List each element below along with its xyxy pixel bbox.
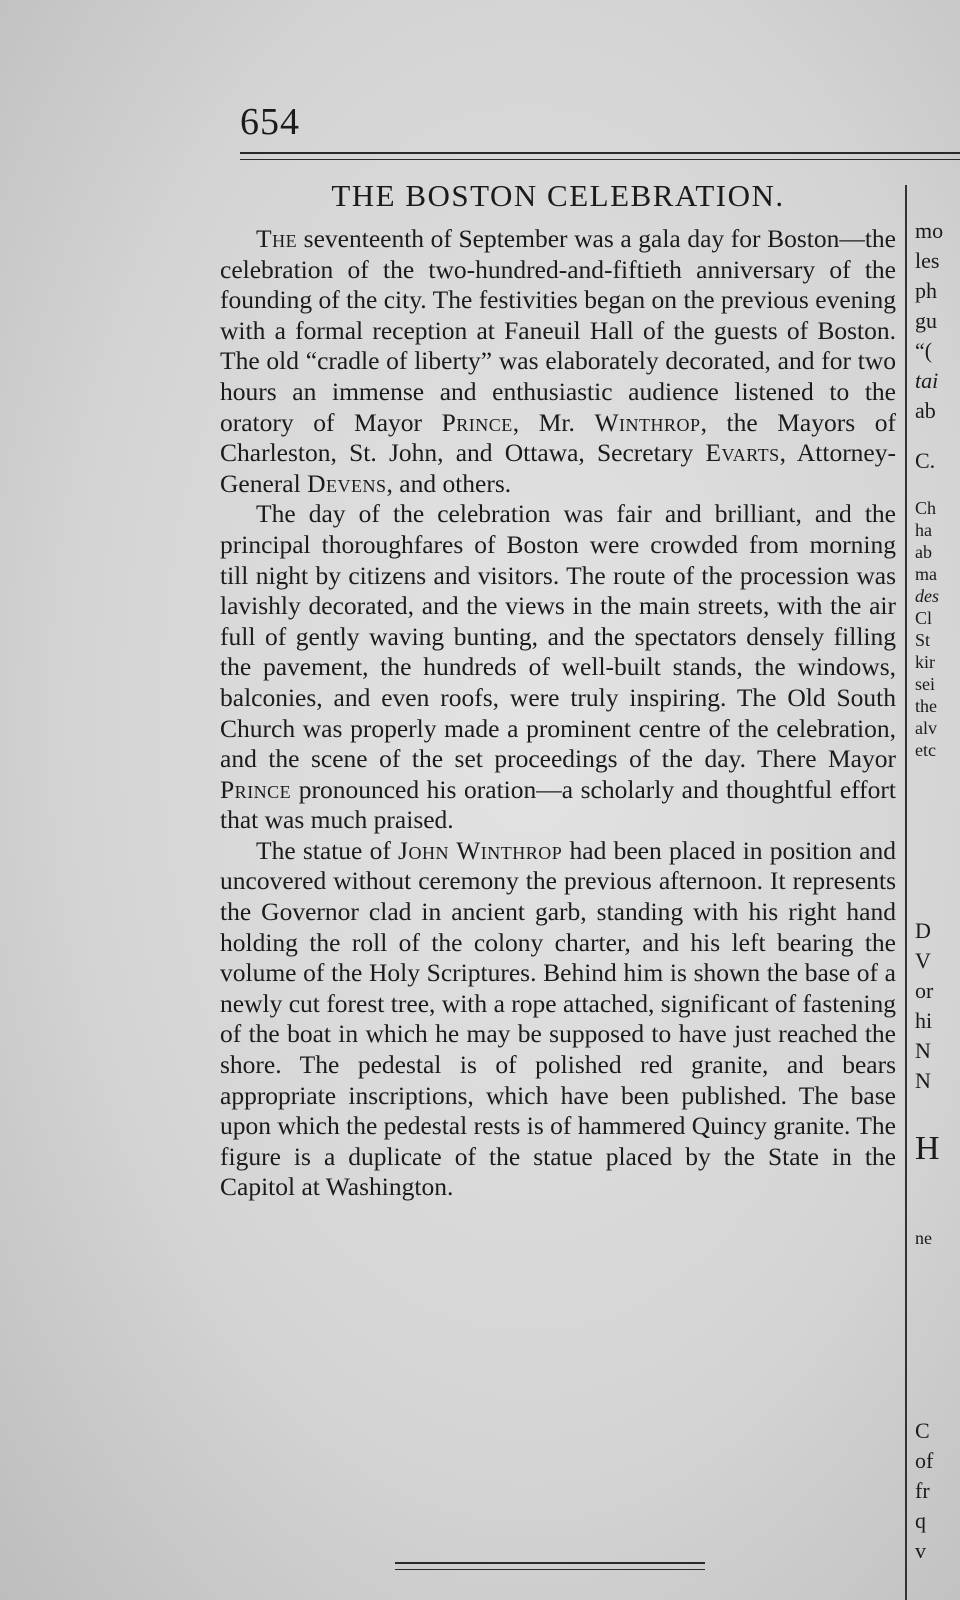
column-fragment: gu bbox=[915, 308, 937, 333]
column-fragment: N bbox=[915, 1038, 931, 1063]
column-fragment: ha bbox=[915, 520, 932, 540]
column-fragment: etc bbox=[915, 740, 936, 760]
name-prince: Prince bbox=[220, 774, 292, 804]
page-number: 654 bbox=[240, 101, 300, 143]
column-fragment: V bbox=[915, 948, 931, 973]
name-evarts: Evarts bbox=[705, 438, 780, 468]
paragraph-1: The seventeenth of September was a gala day for Boston—the celebration of the two-hundred-and-fiftieth anniversary of the founding of the city. The festivities began on the previous evening with a formal reception at Faneuil Hall of the guests of Boston. The old “cradle of liberty” was elaborately decorated, and for two hours an immense and enthusiastic audience listened to the oratory of Mayor Prince, Mr. Winthrop, the Mayors of Charleston, St. John, and Ottawa, Secretary Evarts, Attorney-General Devens, and others. bbox=[220, 224, 896, 498]
column-fragment: ph bbox=[915, 278, 937, 303]
column-fragment: v bbox=[915, 1538, 926, 1563]
column-fragment: or bbox=[915, 978, 934, 1003]
column-fragment: the bbox=[915, 696, 937, 716]
column-fragment: sei bbox=[915, 674, 935, 694]
footer-double-rule bbox=[395, 1562, 705, 1570]
column-fragment: Cl bbox=[915, 608, 933, 628]
paragraph-3: The statue of John Winthrop had been placed in position and uncovered without ceremony the previous afternoon. It represents the Governor clad in ancient garb, standing with his right hand holding the roll of the colony charter, and his left bearing the volume of the Holy Scriptures. Behind him is shown the base of a newly cut forest tree, with a rope attached, significant of fastening of the boat in which he may be supposed to have just reached the shore. The pedestal is of polished red granite, and bears appropriate inscriptions, which have been published. The base upon which the pedestal rests is of hammered Quincy granite. The figure is a duplicate of the statue placed by the State in the Capitol at Washington. bbox=[220, 835, 896, 1202]
column-fragment: D bbox=[915, 918, 931, 943]
column-fragment: Ch bbox=[915, 498, 937, 518]
column-fragment: “( bbox=[915, 338, 933, 363]
article bbox=[220, 178, 896, 1203]
column-fragment: mo bbox=[915, 218, 944, 243]
column-fragment: des bbox=[915, 586, 939, 606]
column-fragment: of bbox=[915, 1448, 934, 1473]
adjacent-column-clipped bbox=[915, 0, 960, 1600]
article-headline: THE BOSTON CELEBRATION. bbox=[331, 178, 785, 213]
column-fragment: hi bbox=[915, 1008, 933, 1033]
name-winthrop: Winthrop bbox=[594, 407, 701, 437]
column-fragment: C bbox=[915, 1418, 930, 1443]
column-fragment: kir bbox=[915, 652, 935, 672]
column-fragment: fr bbox=[915, 1478, 930, 1503]
column-fragment: q bbox=[915, 1508, 926, 1533]
name-john-winthrop: John Winthrop bbox=[398, 835, 563, 865]
column-fragment: N bbox=[915, 1068, 931, 1093]
column-fragment: tai bbox=[915, 368, 939, 393]
column-fragment: ma bbox=[915, 564, 937, 584]
name-devens: Devens bbox=[307, 468, 387, 498]
column-divider bbox=[905, 185, 907, 1600]
column-fragment: C. bbox=[915, 448, 936, 473]
column-fragment: ab bbox=[915, 542, 932, 562]
column-fragment: les bbox=[915, 248, 940, 273]
lead-word: The bbox=[256, 224, 298, 253]
name-prince: Prince bbox=[441, 407, 513, 437]
header-double-rule bbox=[240, 152, 960, 160]
column-fragment: H bbox=[915, 1130, 940, 1167]
column-fragment: alv bbox=[915, 718, 937, 738]
paragraph-2: The day of the celebration was fair and brilliant, and the principal thoroughfares of Boston were crowded from morning till night by citizens and visitors. The route of the procession was lavishly decorated, and the views in the main streets, with the air full of gently waving bunting, and the spectators densely filling the pavement, the hundreds of well-built stands, the windows, balconies, and even roofs, were truly inspiring. The Old South Church was properly made a prominent centre of the celebration, and the scene of the set proceedings of the day. There Mayor Prince pronounced his oration—a scholarly and thoughtful effort that was much praised. bbox=[220, 499, 896, 835]
column-fragment: St bbox=[915, 630, 931, 650]
column-fragment: ab bbox=[915, 398, 936, 423]
column-fragment: ne bbox=[915, 1228, 932, 1248]
